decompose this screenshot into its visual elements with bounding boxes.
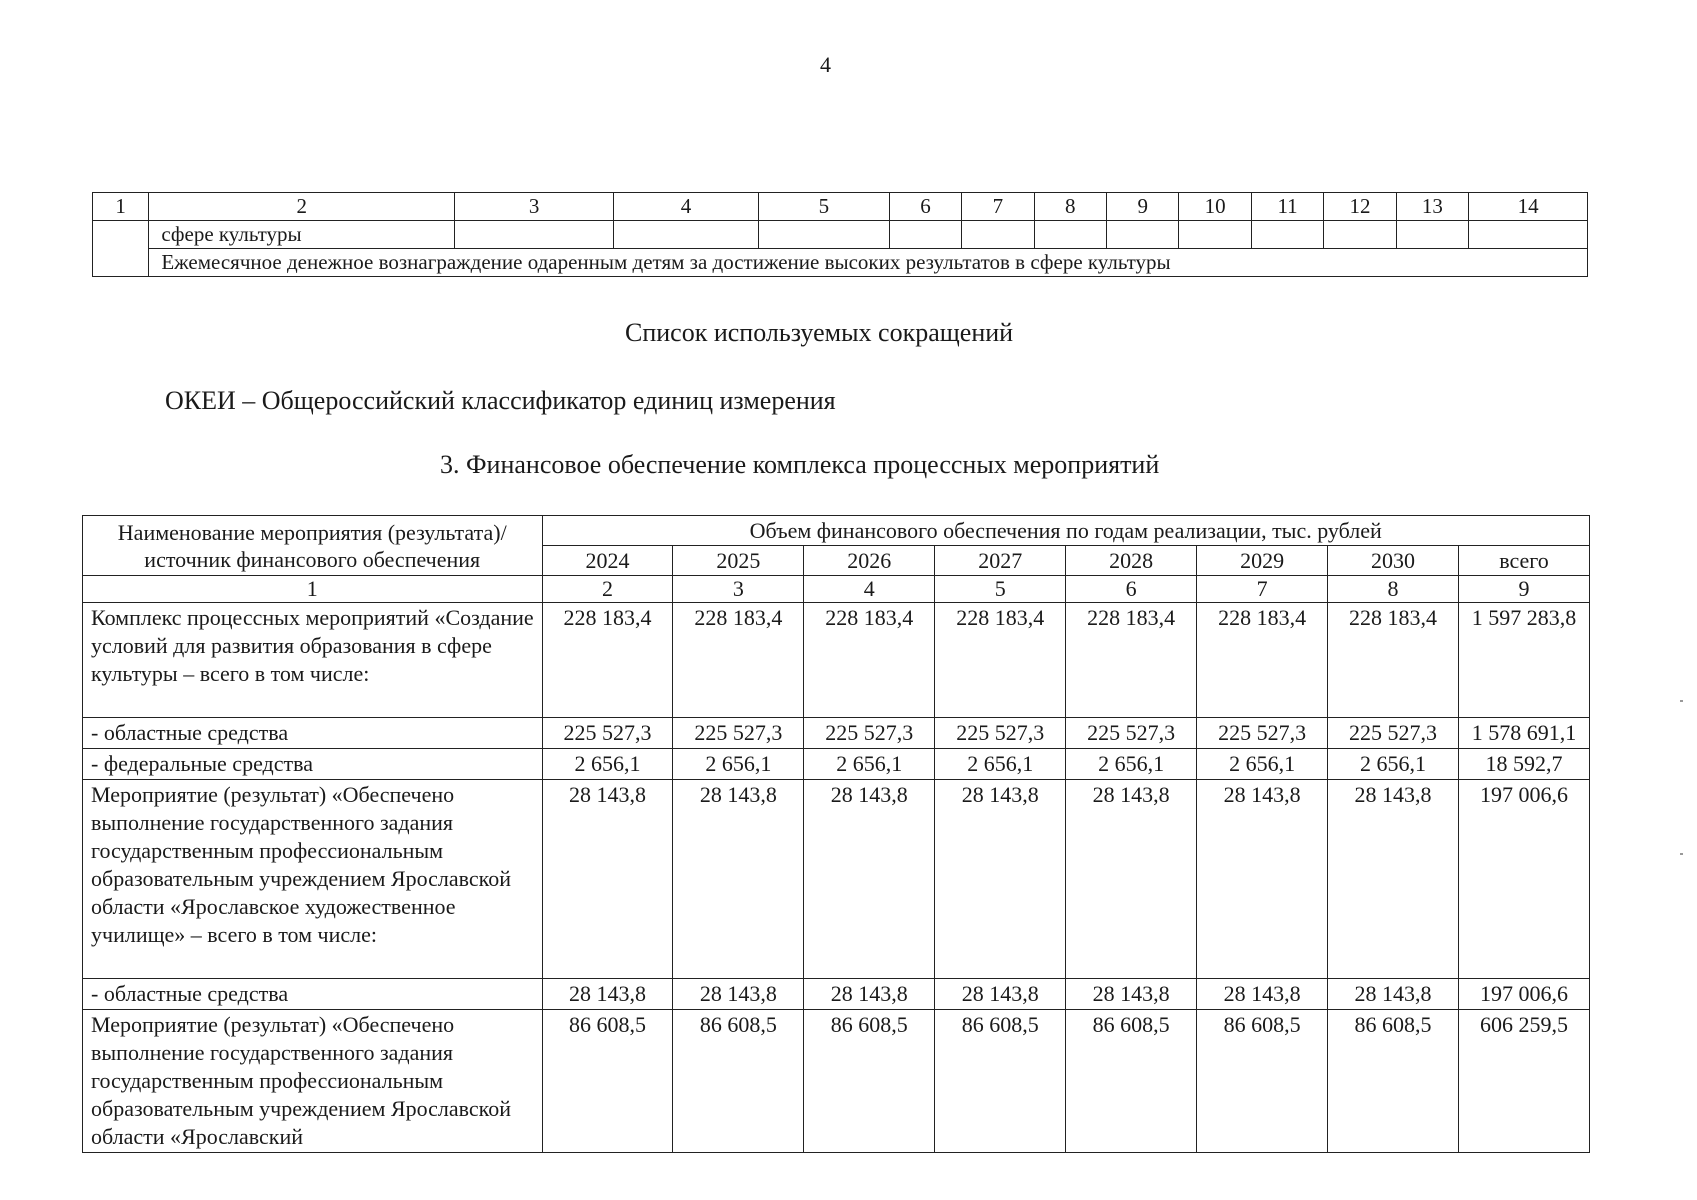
table-row bbox=[83, 718, 1590, 749]
value-cell: 228 183,4 bbox=[673, 603, 804, 718]
year-header: 2030 bbox=[1328, 546, 1459, 576]
column-number: 2 bbox=[149, 193, 455, 221]
empty-cell bbox=[1324, 221, 1396, 249]
column-number: 9 bbox=[1107, 193, 1179, 221]
value-cell: 2 656,1 bbox=[1197, 749, 1328, 780]
column-number: 5 bbox=[758, 193, 889, 221]
table-row bbox=[93, 249, 1588, 277]
value-cell: 2 656,1 bbox=[542, 749, 673, 780]
table-row bbox=[83, 749, 1590, 780]
year-header: 2024 bbox=[542, 546, 673, 576]
row-text: сфере культуры bbox=[149, 221, 455, 249]
value-cell: 86 608,5 bbox=[1328, 1010, 1459, 1153]
value-cell: 2 656,1 bbox=[1066, 749, 1197, 780]
empty-cell bbox=[455, 221, 614, 249]
row-name: - областные средства bbox=[83, 979, 543, 1010]
row-name: - федеральные средства bbox=[83, 749, 543, 780]
table-row bbox=[83, 1010, 1590, 1153]
value-cell: 2 656,1 bbox=[935, 749, 1066, 780]
column-number-row bbox=[93, 193, 1588, 221]
total-header: всего bbox=[1458, 546, 1589, 576]
value-cell: 2 656,1 bbox=[804, 749, 935, 780]
row-name: Мероприятие (результат) «Обеспечено выполнение государственного задания государственным профессиональным образовательным учреждением Ярославской области «Ярославский bbox=[83, 1010, 543, 1153]
value-cell: 225 527,3 bbox=[1328, 718, 1459, 749]
table-row bbox=[83, 603, 1590, 718]
value-cell: 228 183,4 bbox=[1197, 603, 1328, 718]
finance-table bbox=[82, 515, 1590, 1153]
value-cell: 228 183,4 bbox=[935, 603, 1066, 718]
value-cell: 225 527,3 bbox=[1197, 718, 1328, 749]
value-cell: 228 183,4 bbox=[542, 603, 673, 718]
row-name: Мероприятие (результат) «Обеспечено выполнение государственного задания государственным профессиональным образовательным учреждением Ярославской области «Ярославское художественное училище» – всего в том числе: bbox=[83, 780, 543, 979]
value-cell: 28 143,8 bbox=[673, 979, 804, 1010]
value-cell: 2 656,1 bbox=[673, 749, 804, 780]
scan-speck bbox=[1680, 700, 1683, 702]
page-number: 4 bbox=[820, 52, 831, 77]
value-cell: 225 527,3 bbox=[542, 718, 673, 749]
value-cell: 228 183,4 bbox=[1328, 603, 1459, 718]
value-cell: 86 608,5 bbox=[542, 1010, 673, 1153]
value-cell: 86 608,5 bbox=[1197, 1010, 1328, 1153]
value-cell: 86 608,5 bbox=[673, 1010, 804, 1153]
table-row bbox=[83, 780, 1590, 979]
total-cell: 606 259,5 bbox=[1458, 1010, 1589, 1153]
total-cell: 1 597 283,8 bbox=[1458, 603, 1589, 718]
column-number: 3 bbox=[455, 193, 614, 221]
total-cell: 197 006,6 bbox=[1458, 979, 1589, 1010]
value-cell: 86 608,5 bbox=[804, 1010, 935, 1153]
table-row bbox=[93, 221, 1588, 249]
total-cell: 1 578 691,1 bbox=[1458, 718, 1589, 749]
column-number: 11 bbox=[1251, 193, 1323, 221]
value-cell: 28 143,8 bbox=[804, 979, 935, 1010]
column-number: 1 bbox=[93, 193, 149, 221]
column-index: 4 bbox=[804, 576, 935, 603]
empty-cell bbox=[1469, 221, 1588, 249]
scan-speck bbox=[1680, 853, 1683, 855]
column-index: 3 bbox=[673, 576, 804, 603]
result-description: Ежемесячное денежное вознаграждение одаренным детям за достижение высоких результатов в сфере культуры bbox=[149, 249, 1588, 277]
value-cell: 28 143,8 bbox=[542, 979, 673, 1010]
header-row bbox=[83, 516, 1590, 546]
empty-cell bbox=[1179, 221, 1251, 249]
column-number: 4 bbox=[614, 193, 759, 221]
year-header: 2026 bbox=[804, 546, 935, 576]
value-cell: 28 143,8 bbox=[1328, 780, 1459, 979]
table-row bbox=[83, 979, 1590, 1010]
row-name: Комплекс процессных мероприятий «Создание условий для развития образования в сфере культуры – всего в том числе: bbox=[83, 603, 543, 718]
value-cell: 28 143,8 bbox=[1197, 780, 1328, 979]
empty-cell bbox=[1107, 221, 1179, 249]
year-header: 2028 bbox=[1066, 546, 1197, 576]
year-header: 2027 bbox=[935, 546, 1066, 576]
column-index: 5 bbox=[935, 576, 1066, 603]
column-number: 13 bbox=[1396, 193, 1468, 221]
column-index: 9 bbox=[1458, 576, 1589, 603]
total-cell: 197 006,6 bbox=[1458, 780, 1589, 979]
column-index: 2 bbox=[542, 576, 673, 603]
empty-cell bbox=[962, 221, 1034, 249]
column-number: 14 bbox=[1469, 193, 1588, 221]
abbreviations-title: Список используемых сокращений bbox=[625, 318, 1014, 347]
column-index: 1 bbox=[83, 576, 543, 603]
value-cell: 28 143,8 bbox=[542, 780, 673, 979]
empty-cell bbox=[1251, 221, 1323, 249]
column-index: 6 bbox=[1066, 576, 1197, 603]
year-header: 2029 bbox=[1197, 546, 1328, 576]
empty-cell bbox=[758, 221, 889, 249]
value-cell: 86 608,5 bbox=[1066, 1010, 1197, 1153]
value-cell: 86 608,5 bbox=[935, 1010, 1066, 1153]
column-index: 7 bbox=[1197, 576, 1328, 603]
total-cell: 18 592,7 bbox=[1458, 749, 1589, 780]
value-cell: 28 143,8 bbox=[1328, 979, 1459, 1010]
column-number: 10 bbox=[1179, 193, 1251, 221]
value-cell: 28 143,8 bbox=[1197, 979, 1328, 1010]
column-index: 8 bbox=[1328, 576, 1459, 603]
value-cell: 225 527,3 bbox=[673, 718, 804, 749]
value-cell: 28 143,8 bbox=[804, 780, 935, 979]
empty-cell bbox=[1396, 221, 1468, 249]
year-header: 2025 bbox=[673, 546, 804, 576]
empty-cell bbox=[889, 221, 961, 249]
value-cell: 28 143,8 bbox=[935, 979, 1066, 1010]
column-number: 6 bbox=[889, 193, 961, 221]
column-index-row bbox=[83, 576, 1590, 603]
value-cell: 228 183,4 bbox=[804, 603, 935, 718]
finance-section-title: 3. Финансовое обеспечение комплекса процессных мероприятий bbox=[440, 450, 1160, 479]
value-cell: 28 143,8 bbox=[1066, 780, 1197, 979]
abbreviation-okei: ОКЕИ – Общероссийский классификатор единиц измерения bbox=[165, 386, 836, 415]
empty-cell bbox=[614, 221, 759, 249]
value-cell: 28 143,8 bbox=[935, 780, 1066, 979]
column-number: 7 bbox=[962, 193, 1034, 221]
volume-column-header: Объем финансового обеспечения по годам реализации, тыс. рублей bbox=[542, 516, 1590, 546]
row-name: - областные средства bbox=[83, 718, 543, 749]
value-cell: 225 527,3 bbox=[1066, 718, 1197, 749]
value-cell: 28 143,8 bbox=[673, 780, 804, 979]
empty-cell bbox=[93, 221, 149, 277]
value-cell: 228 183,4 bbox=[1066, 603, 1197, 718]
empty-cell bbox=[1034, 221, 1106, 249]
value-cell: 2 656,1 bbox=[1328, 749, 1459, 780]
column-number: 12 bbox=[1324, 193, 1396, 221]
column-number: 8 bbox=[1034, 193, 1106, 221]
value-cell: 225 527,3 bbox=[804, 718, 935, 749]
continuation-table bbox=[92, 192, 1588, 277]
value-cell: 28 143,8 bbox=[1066, 979, 1197, 1010]
value-cell: 225 527,3 bbox=[935, 718, 1066, 749]
name-column-header: Наименование мероприятия (результата)/ источник финансового обеспечения bbox=[83, 516, 543, 576]
